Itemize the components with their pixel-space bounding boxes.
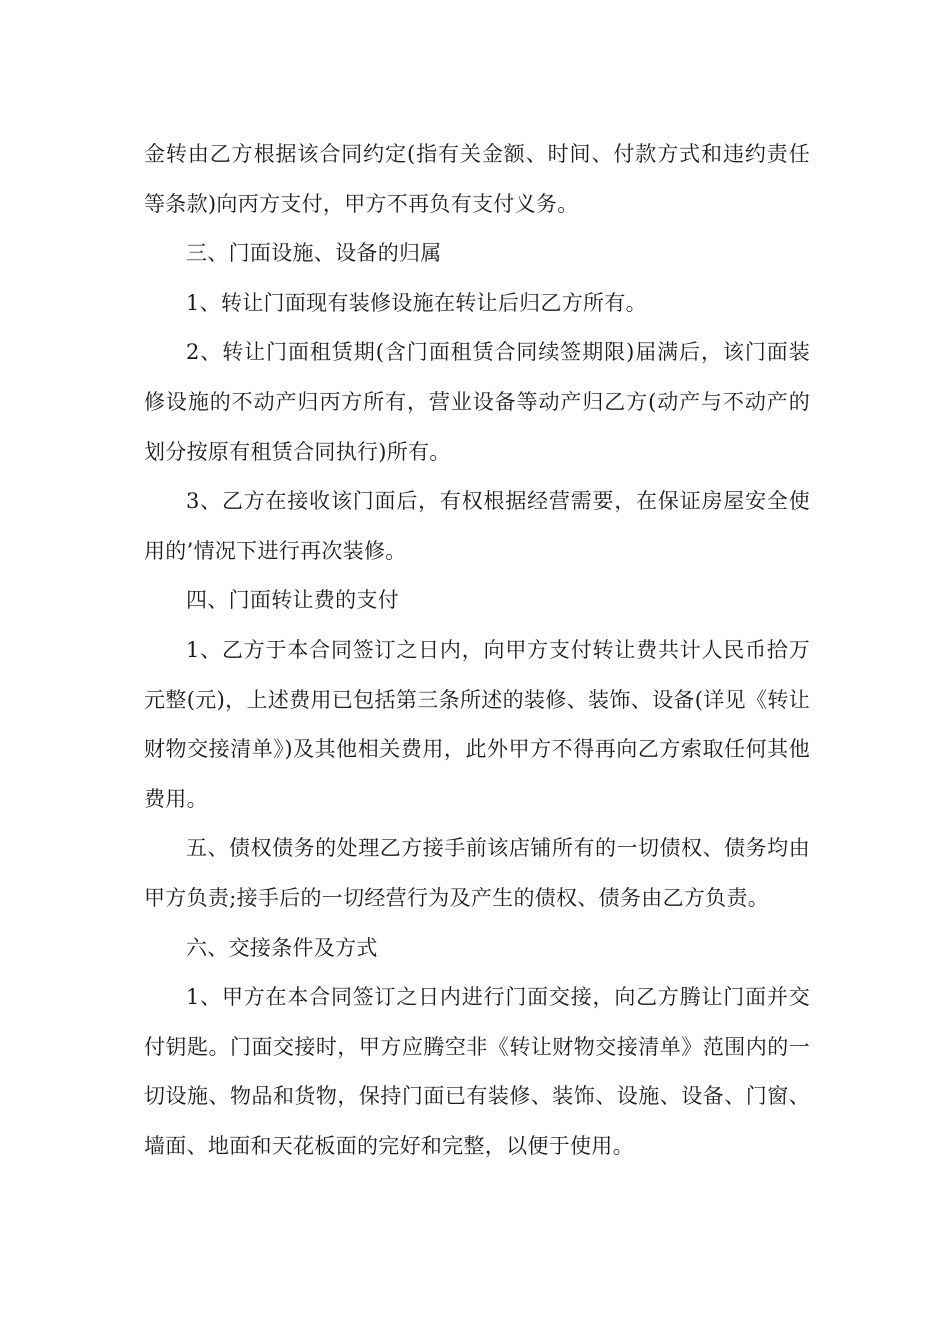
paragraph-3-3: 3、乙方在接收该门面后，有权根据经营需要，在保证房屋安全使用的’情况下进行再次装修。 [144,489,810,563]
section-heading-4: 四、门面转让费的支付 [186,588,399,613]
paragraph-3-1: 1、转让门面现有装修设施在转让后归乙方所有。 [186,290,647,315]
paragraph-3-2: 2、转让门面租赁期(含门面租赁合同续签期限)届满后，该门面装修设施的不动产归丙方所有，营业设备等动产归乙方(动产与不动产的划分按原有租赁合同执行)所有。 [144,340,810,464]
paragraph-continuation: 金转由乙方根据该合同约定(指有关金额、时间、付款方式和违约责任等条款)向丙方支付，甲方不再负有支付义务。 [144,142,810,216]
section-5: 五、债权债务的处理乙方接手前该店铺所有的一切债权、债务均由甲方负责;接手后的一切经营行为及产生的债权、债务由乙方负责。 [144,836,810,910]
section-heading-6: 六、交接条件及方式 [186,935,378,960]
document-body [144,130,810,1171]
paragraph-4-1: 1、乙方于本合同签订之日内，向甲方支付转让费共计人民币拾万元整(元)，上述费用已包括第三条所述的装修、装饰、设备(详见《转让财物交接清单》)及其他相关费用，此外甲方不得再向乙方索取任何其他费用。 [144,637,810,811]
paragraph-6-1: 1、甲方在本合同签订之日内进行门面交接，向乙方腾让门面并交付钥匙。门面交接时，甲方应腾空非《转让财物交接清单》范围内的一切设施、物品和货物，保持门面已有装修、装饰、设施、设备、门窗、墙面、地面和天花板面的完好和完整，以便于使用。 [144,985,810,1158]
section-heading-3: 三、门面设施、设备的归属 [186,241,442,266]
